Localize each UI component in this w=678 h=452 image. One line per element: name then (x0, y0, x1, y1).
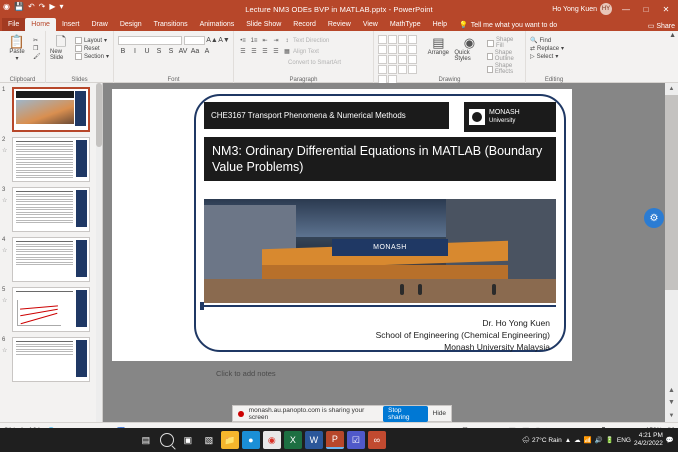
group-paragraph (234, 31, 374, 83)
thumb-canvas (12, 287, 90, 332)
group-editing (526, 31, 582, 83)
thumb-number: 6 (2, 337, 6, 343)
editing-buttons (530, 33, 578, 60)
slide-header-banner[interactable] (204, 102, 449, 129)
underline-button[interactable]: U (144, 48, 150, 55)
line-spacing-icon[interactable]: ↕ (285, 37, 289, 44)
language-indicator-taskbar[interactable]: ENG (616, 436, 631, 444)
thumb-canvas (12, 187, 90, 232)
shape-rounded-rect-icon[interactable] (388, 35, 397, 44)
group-label-drawing: Drawing (438, 77, 461, 83)
drawing-quick-styles (454, 35, 484, 62)
paste-button[interactable] (4, 35, 30, 62)
decrease-font-size-icon[interactable]: A▼ (218, 37, 230, 44)
shape-fill-label: Shape Fill (496, 37, 514, 49)
previous-slide-icon[interactable]: ▲ (668, 387, 675, 394)
align-right-icon[interactable]: ☰ (262, 49, 268, 55)
window-controls (552, 0, 676, 18)
shape-diamond-icon[interactable] (398, 45, 407, 54)
current-slide[interactable] (112, 89, 572, 361)
slide-title[interactable]: NM3: Ordinary Differential Equations in MATLAB (Boundary Value Problems) (204, 137, 556, 181)
thumb-canvas (12, 337, 90, 382)
character-spacing-button[interactable]: AV (178, 48, 188, 55)
window-title: Lecture NM3 ODEs BVP in MATLAB.pptx - PowerPoint (245, 4, 433, 14)
monash-logo-mark-icon (469, 109, 485, 125)
qat-customize-icon[interactable]: ▾ (59, 2, 64, 11)
align-center-icon[interactable]: ☰ (251, 49, 257, 55)
network-icon[interactable]: 📶 (583, 437, 592, 444)
search-icon[interactable] (158, 431, 176, 449)
brush-icon: 🖌 (33, 54, 41, 60)
accessibility-badge-icon[interactable]: ⚙ (644, 208, 664, 228)
animation-star-icon: ☆ (2, 298, 8, 304)
shape-effects-button[interactable] (487, 63, 521, 75)
weather-icon: 🌧 (521, 437, 530, 444)
excel-icon[interactable]: X (284, 431, 302, 449)
shape-cloud-icon[interactable] (398, 65, 407, 74)
monash-logo-line2: University (489, 118, 516, 124)
group-label-editing: Editing (544, 77, 564, 83)
slide-thumbnail-3[interactable] (2, 187, 96, 232)
shape-rectangle-icon[interactable] (378, 35, 387, 44)
replace-chevron-down-icon[interactable]: ▾ (561, 46, 565, 52)
start-icon[interactable]: ▤ (141, 434, 151, 445)
thumb-photo (16, 100, 74, 124)
edge-icon[interactable]: ● (242, 431, 260, 449)
share-message: monash.au.panopto.com is sharing your screen (248, 406, 365, 421)
thumb-canvas (12, 237, 90, 282)
thumb-text-lines (16, 341, 73, 357)
group-clipboard (0, 31, 46, 83)
slide-thumbnail-6[interactable] (2, 337, 96, 382)
scroll-down-icon[interactable]: ▼ (665, 410, 678, 422)
tab-insert[interactable]: Insert (61, 21, 80, 28)
account-name[interactable]: Ho Yong Kuen (552, 5, 597, 13)
work-area (0, 83, 678, 422)
next-slide-icon[interactable]: ▼ (668, 399, 675, 406)
notes-placeholder[interactable]: Click to add notes (216, 369, 276, 378)
new-slide-label: New Slide (50, 49, 64, 61)
replace-button[interactable] (530, 45, 578, 52)
avatar[interactable]: HY (600, 3, 612, 15)
shape-heart-icon[interactable] (408, 65, 417, 74)
layout-icon (75, 37, 82, 44)
start-presentation-icon[interactable]: ▶ (49, 2, 56, 11)
thumb-number: 4 (2, 237, 6, 243)
text-direction-button[interactable]: Text Direction (293, 37, 330, 44)
drawing-arrange (425, 35, 451, 56)
photo-ground (204, 279, 556, 303)
shape-star-icon[interactable] (378, 55, 387, 64)
animation-star-icon: ☆ (2, 148, 8, 154)
widgets-icon[interactable]: ▧ (204, 434, 214, 445)
shape-outline-label: Shape Outline (494, 50, 514, 62)
maximize-button[interactable]: □ (643, 4, 649, 14)
copy-icon: ❐ (33, 46, 39, 52)
convert-to-smartart-button[interactable]: Convert to SmartArt (288, 59, 342, 66)
arrange-label: Arrange (427, 50, 450, 56)
font-size-field[interactable] (184, 36, 205, 45)
text-shadow-button[interactable]: S (156, 48, 162, 55)
tab-slide-show[interactable]: Slide Show (246, 21, 282, 28)
font-row-2 (118, 47, 229, 56)
paragraph-row-2 (238, 47, 369, 56)
task-view-icon[interactable]: ▣ (183, 434, 193, 445)
arrange-button[interactable] (425, 36, 451, 56)
increase-font-size-icon[interactable]: A▲ (206, 37, 218, 44)
slide-content (112, 89, 572, 361)
minimize-button[interactable]: — (622, 4, 630, 14)
quick-styles-label: Quick Styles (454, 50, 471, 62)
author-name: Dr. Ho Yong Kuen (482, 318, 550, 328)
photo-signboard: MONASH (332, 239, 448, 256)
photo-person (400, 284, 404, 295)
clear-formatting-button[interactable]: A (204, 48, 210, 55)
format-painter-button[interactable] (33, 53, 41, 60)
tab-view[interactable]: View (362, 21, 378, 28)
tab-review[interactable]: Review (327, 21, 351, 28)
strikethrough-button[interactable]: S (168, 48, 174, 55)
group-label-font: Font (167, 77, 180, 83)
ribbon-tabs (0, 18, 678, 31)
reset-button[interactable] (75, 45, 109, 52)
layout-label: Layout (83, 37, 102, 44)
shape-fill-button[interactable] (487, 37, 521, 49)
find-label: Find (539, 37, 552, 44)
thumbnail-scrollbar-thumb[interactable] (96, 83, 102, 147)
slide-photo[interactable] (204, 199, 556, 303)
group-label-paragraph: Paragraph (289, 77, 318, 83)
ribbon-body (0, 31, 678, 83)
cut-button[interactable] (33, 37, 41, 44)
find-button[interactable] (530, 37, 578, 44)
close-button[interactable]: ✕ (662, 4, 670, 14)
thumb-canvas (12, 137, 90, 182)
share-button[interactable]: ▭ Share (647, 23, 675, 30)
thumb-text-lines (16, 291, 73, 294)
align-left-icon[interactable]: ☰ (240, 49, 246, 55)
thumb-text-lines (16, 191, 73, 225)
share-group (648, 22, 675, 30)
thumb-accent (75, 91, 86, 126)
word-icon[interactable]: W (305, 431, 323, 449)
bullets-icon[interactable]: •≡ (240, 37, 246, 44)
shape-outline-icon (487, 53, 492, 60)
ribbon-collapse-icon[interactable]: ▲ (669, 32, 676, 39)
quick-access-toolbar[interactable] (3, 2, 64, 11)
matlab-icon[interactable]: ∞ (368, 431, 386, 449)
onedrive-icon[interactable]: ☁ (574, 437, 581, 444)
shape-format-buttons (487, 35, 521, 75)
paragraph-row-3 (238, 58, 369, 67)
italic-button[interactable]: I (134, 48, 136, 55)
photo-canopy-lower (262, 265, 508, 279)
columns-icon[interactable]: ▦ (284, 49, 290, 55)
title-bar (0, 0, 678, 18)
select-chevron-down-icon[interactable]: ▾ (555, 54, 559, 60)
tab-home[interactable]: Home (25, 18, 56, 31)
shape-chevron-icon[interactable] (388, 65, 397, 74)
change-case-button[interactable]: Aa (190, 48, 200, 55)
group-drawing (374, 31, 526, 83)
weather-widget[interactable] (522, 436, 562, 444)
clock-time: 4:21 PM (638, 432, 663, 439)
shape-line-icon[interactable] (388, 45, 397, 54)
reset-label: Reset (83, 45, 100, 52)
screen-share-toast (232, 405, 452, 422)
shape-oval-icon[interactable] (398, 35, 407, 44)
shape-triangle-icon[interactable] (408, 35, 417, 44)
clock[interactable] (634, 432, 663, 448)
thumb-accent (76, 240, 87, 277)
powerpoint-icon[interactable]: P (326, 431, 344, 449)
shape-effects-label: Shape Effects (494, 63, 514, 75)
tell-me-label: Tell me what you want to do (470, 21, 558, 29)
thumb-accent (76, 140, 87, 177)
shape-callout-icon[interactable] (388, 55, 397, 64)
undo-icon[interactable]: ↶ (27, 2, 35, 11)
scroll-up-icon[interactable]: ▲ (665, 83, 678, 95)
clock-date: 24/2/2022 (634, 440, 663, 447)
slide-rule-line (204, 305, 556, 307)
author-university: Monash University Malaysia (444, 342, 550, 352)
group-label-slides: Slides (71, 77, 88, 83)
thumb-number: 1 (2, 87, 6, 93)
group-font (114, 31, 234, 83)
section-label: Section (83, 53, 104, 60)
layout-chevron-down-icon[interactable]: ▾ (103, 38, 107, 44)
increase-indent-icon[interactable]: ⇥ (273, 38, 279, 44)
thumbnail-scrollbar[interactable] (96, 83, 102, 422)
slide-thumbnail-1[interactable] (2, 87, 96, 132)
select-button[interactable] (530, 53, 578, 60)
search-icon: 🔍 (530, 38, 538, 44)
photo-person (418, 284, 422, 295)
shape-pentagon-icon[interactable] (408, 45, 417, 54)
redo-icon[interactable]: ↷ (38, 2, 46, 11)
animation-star-icon: ☆ (2, 198, 8, 204)
paste-icon: 📋 (8, 34, 26, 49)
replace-icon: ⇄ (530, 46, 536, 52)
taskbar (0, 428, 678, 452)
shape-effects-icon (487, 66, 493, 73)
thumb-chart (17, 300, 61, 326)
slide-scrollbar[interactable] (665, 83, 678, 422)
section-button[interactable] (75, 53, 109, 60)
tell-me-search[interactable] (453, 19, 563, 31)
paste-chevron-down-icon[interactable]: ▾ (15, 56, 19, 62)
notifications-icon[interactable]: 💬 (665, 437, 675, 444)
shape-cube-icon[interactable] (408, 55, 417, 64)
new-slide-button[interactable] (50, 35, 72, 61)
thumb-text-lines (16, 241, 73, 267)
recording-indicator-icon (238, 411, 244, 417)
section-chevron-down-icon[interactable]: ▾ (105, 54, 109, 60)
quick-styles-button[interactable] (454, 36, 484, 62)
monash-logo-text (489, 109, 520, 125)
group-slides (46, 31, 114, 83)
shape-outline-button[interactable] (487, 50, 521, 62)
author-school: School of Engineering (Chemical Engineering) (375, 330, 550, 340)
bold-button[interactable]: B (120, 48, 126, 55)
lightbulb-icon: 💡 (459, 22, 468, 29)
share-label: Share (656, 23, 675, 30)
slide-editing-area[interactable] (104, 83, 664, 422)
photo-person (492, 284, 496, 295)
tab-draw[interactable]: Draw (91, 21, 108, 28)
thumb-accent (76, 290, 87, 327)
slide-scrollbar-thumb[interactable] (665, 95, 678, 290)
stop-sharing-button[interactable]: Stop sharing (383, 406, 428, 422)
tab-design[interactable]: Design (119, 21, 142, 28)
teams-icon[interactable]: ☑ (347, 431, 365, 449)
tab-record[interactable]: Record (293, 21, 316, 28)
monash-logo-line1: MONASH (489, 109, 520, 116)
thumb-accent (76, 340, 87, 377)
tray-chevron-up-icon[interactable]: ▲ (564, 436, 572, 444)
tab-help[interactable]: Help (432, 21, 448, 28)
paste-label: Paste (9, 49, 25, 55)
shape-banner-icon[interactable] (398, 55, 407, 64)
weather-label: 27°C Rain (531, 436, 562, 444)
slide-author-block[interactable] (204, 317, 556, 353)
slide-thumbnail-2[interactable] (2, 137, 96, 182)
shape-arrow-icon[interactable] (378, 45, 387, 54)
thumb-text-lines (16, 141, 73, 180)
animation-star-icon: ☆ (2, 348, 8, 354)
monash-logo (464, 102, 556, 132)
align-text-button[interactable]: Align Text (293, 48, 319, 55)
tab-animations[interactable]: Animations (199, 21, 235, 28)
tab-transitions[interactable]: Transitions (153, 21, 188, 28)
new-slide-icon: 🗋 (55, 34, 67, 49)
slide-thumbnail-4[interactable] (2, 237, 96, 282)
tab-file[interactable]: File (2, 18, 25, 31)
paragraph-row-1 (238, 36, 369, 45)
arrange-icon: ▤ (432, 35, 445, 50)
volume-icon[interactable]: 🔊 (594, 437, 603, 444)
layout-button[interactable] (75, 37, 109, 44)
copy-button[interactable] (33, 45, 41, 52)
font-name-field[interactable] (118, 36, 182, 45)
shape-fill-icon (487, 40, 494, 47)
thumb-title-bar (16, 91, 74, 98)
slides-small-buttons (75, 35, 109, 60)
file-explorer-icon[interactable]: 📁 (221, 431, 239, 449)
save-icon[interactable]: 💾 (13, 2, 24, 11)
quick-styles-icon: ◉ (463, 35, 476, 50)
slide-thumbnail-pane[interactable] (0, 83, 103, 422)
tab-mathtype[interactable]: MathType (389, 21, 421, 28)
slide-header-text: CHE3167 Transport Phenomena & Numerical Methods (211, 111, 406, 120)
decrease-indent-icon[interactable]: ⇤ (262, 38, 268, 44)
select-icon: ▷ (530, 54, 535, 60)
section-icon (75, 53, 82, 60)
hide-toast-button[interactable]: Hide (432, 410, 446, 417)
chrome-icon[interactable]: ◉ (263, 431, 281, 449)
font-row-1 (118, 36, 229, 45)
select-label: Select (536, 53, 554, 60)
justify-icon[interactable]: ☰ (273, 49, 279, 55)
shape-cylinder-icon[interactable] (378, 65, 387, 74)
slide-thumbnail-5[interactable] (2, 287, 96, 332)
replace-label: Replace (537, 45, 560, 52)
clipboard-small-buttons (33, 35, 41, 60)
numbering-icon[interactable]: 1≡ (250, 37, 258, 44)
scissors-icon: ✂ (33, 38, 39, 44)
autosave-icon[interactable]: ◉ (3, 2, 10, 11)
thumb-number: 3 (2, 187, 6, 193)
thumb-canvas (12, 87, 90, 132)
animation-star-icon: ☆ (2, 248, 8, 254)
thumb-number: 5 (2, 287, 6, 293)
battery-icon[interactable]: 🔋 (605, 437, 614, 444)
thumb-accent (76, 190, 87, 227)
group-label-clipboard: Clipboard (9, 77, 36, 83)
reset-icon (75, 45, 82, 52)
thumb-number: 2 (2, 137, 6, 143)
